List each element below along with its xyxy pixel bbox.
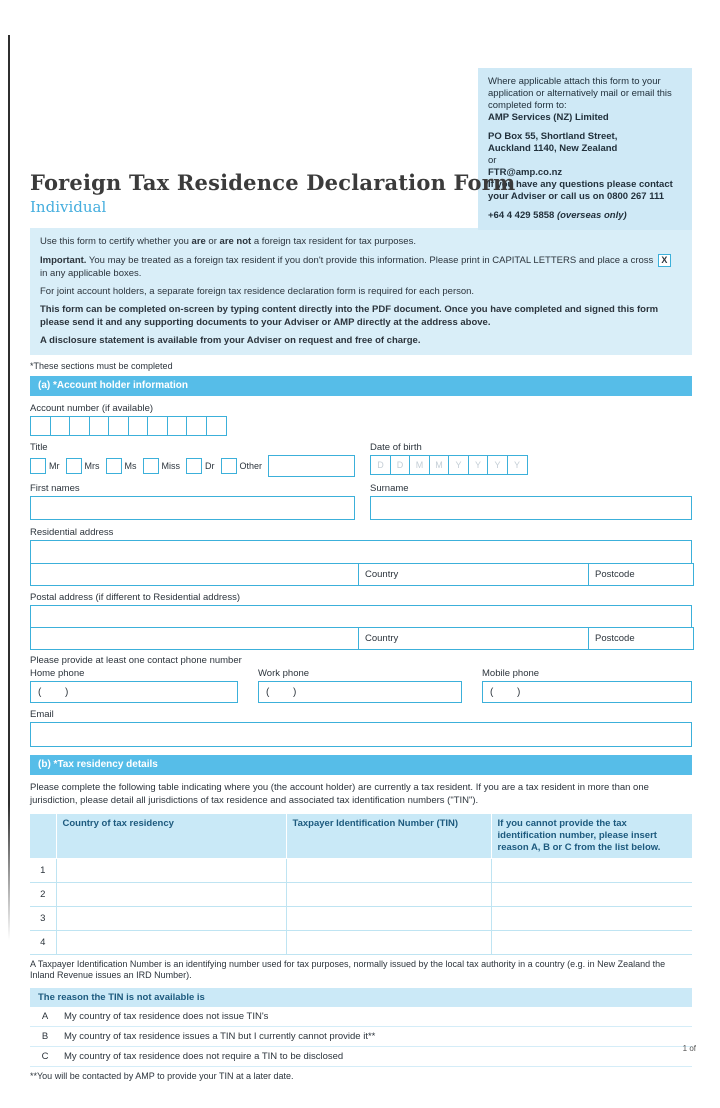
dob-box[interactable]: Y (448, 455, 469, 475)
tin-cell-input[interactable] (286, 858, 491, 882)
form-content (30, 0, 692, 1081)
country-cell-input[interactable] (56, 858, 286, 882)
instruction-disclosure: A disclosure statement is available from your Adviser on request and free of charge. (40, 335, 421, 347)
title-checkbox-mr[interactable] (30, 458, 46, 474)
surname-group (370, 483, 692, 520)
first-names-input[interactable] (30, 496, 355, 520)
tin-cell-input[interactable] (286, 930, 491, 954)
dob-box[interactable]: Y (507, 455, 528, 475)
area-code-parentheses: ( ) (266, 686, 298, 698)
title-checkbox-ms[interactable] (106, 458, 122, 474)
country-label: Country (365, 568, 399, 580)
dob-group (370, 442, 692, 477)
postal-address-line2-row (30, 627, 692, 650)
contact-intro: Where applicable attach this form to your application or alternatively mail or email this completed form to: (488, 76, 672, 112)
account-number-box[interactable] (206, 416, 227, 436)
surname-label: Surname (370, 483, 409, 495)
row-number: 3 (30, 906, 56, 930)
first-names-group (30, 483, 355, 520)
account-number-box[interactable] (89, 416, 110, 436)
reason-code: A (41, 1011, 49, 1023)
postal-address-line2-input[interactable] (30, 627, 360, 650)
text-fragment: or (205, 236, 220, 247)
residential-address-line1-input[interactable] (30, 540, 692, 564)
title-checkbox-mrs[interactable] (66, 458, 82, 474)
dob-box[interactable]: Y (468, 455, 489, 475)
account-number-box[interactable] (147, 416, 168, 436)
surname-input[interactable] (370, 496, 692, 520)
page-subtitle: Individual (30, 198, 107, 216)
reason-cell-input[interactable] (491, 858, 692, 882)
reason-cell-input[interactable] (491, 882, 692, 906)
reason-code: B (41, 1031, 49, 1043)
postal-address-block (30, 605, 692, 651)
table-header-row (30, 814, 692, 859)
cross-example-box (658, 254, 671, 267)
account-number-box[interactable] (30, 416, 51, 436)
title-other-input[interactable] (268, 455, 355, 477)
home-phone-input[interactable] (30, 681, 238, 703)
home-phone-label: Home phone (30, 668, 85, 680)
section-b-header (30, 755, 692, 775)
email-label: Email (30, 709, 54, 721)
reason-text: My country of tax residence does not require a TIN to be disclosed (64, 1051, 344, 1063)
overseas-number: +64 4 429 5858 (488, 209, 557, 221)
contact-address-line2: Auckland 1140, New Zealand (488, 142, 618, 154)
tin-contact-footnote: **You will be contacted by AMP to provide your TIN at a later date. (30, 1071, 294, 1082)
contact-questions: If you have any questions please contact your Adviser or call us on 0800 267 111 (488, 179, 673, 203)
work-phone-group (258, 666, 462, 703)
title-option-label: Ms (124, 461, 137, 472)
dob-box[interactable]: D (390, 455, 411, 475)
tax-residency-intro: Please complete the following table indicating where you (the account holder) are currently a tax resident. If you are a tax resident in more than one jurisdiction, please detail all jurisdictions of tax residence and associated tax identification numbers ("TIN"). (30, 782, 649, 806)
instruction-onscreen: This form can be completed on-screen by typing content directly into the PDF document. Once you have completed and signed this form please send it and any supporting documents to your Adviser or AMP directly at the address above. (40, 304, 659, 328)
page-number: 1 of (682, 1044, 696, 1053)
residential-postcode-input[interactable] (588, 563, 694, 586)
country-cell-input[interactable] (56, 906, 286, 930)
postcode-label: Postcode (595, 568, 635, 580)
area-code-parentheses: ( ) (490, 686, 522, 698)
text-fragment: in any applicable boxes. (40, 267, 142, 279)
section-a-heading: (a) *Account holder information (38, 380, 188, 392)
overseas-note: (overseas only) (556, 209, 627, 221)
dob-box[interactable]: D (370, 455, 391, 475)
residential-country-input[interactable] (358, 563, 590, 586)
title-option-label: Miss (161, 461, 180, 472)
residential-address-line2-row (30, 563, 692, 586)
postcode-label: Postcode (595, 633, 635, 645)
contact-or: or (488, 154, 497, 166)
country-label: Country (365, 633, 399, 645)
residential-address-line2-input[interactable] (30, 563, 360, 586)
account-number-box[interactable] (128, 416, 149, 436)
title-checkbox-miss[interactable] (143, 458, 159, 474)
title-label: Title (30, 442, 48, 454)
contact-overseas-phone (488, 210, 682, 222)
title-options (30, 455, 355, 477)
reason-code: C (41, 1051, 49, 1063)
tax-residency-table (30, 813, 692, 955)
work-phone-input[interactable] (258, 681, 462, 703)
account-number-box[interactable] (69, 416, 90, 436)
instruction-joint-holders: For joint account holders, a separate foreign tax residence declaration form is required for each person. (40, 286, 475, 298)
contact-address-line1: PO Box 55, Shortland Street, (488, 130, 618, 142)
list-item (30, 1027, 692, 1047)
country-column-header: Country of tax residency (56, 814, 286, 859)
account-number-box[interactable] (50, 416, 71, 436)
scan-artifact-line (8, 35, 10, 940)
tin-cell-input[interactable] (286, 882, 491, 906)
postal-country-input[interactable] (358, 627, 590, 650)
required-sections-note: *These sections must be completed (30, 361, 173, 372)
text-fragment: Use this form to certify whether you (40, 236, 192, 247)
title-option-label: Mr (49, 461, 60, 472)
email-input[interactable] (30, 722, 692, 747)
work-phone-label: Work phone (258, 668, 310, 680)
account-number-label: Account number (if available) (30, 403, 154, 415)
area-code-parentheses: ( ) (38, 686, 70, 698)
contact-email: FTR@amp.co.nz (488, 167, 563, 179)
home-phone-group (30, 666, 238, 703)
account-number-box[interactable] (108, 416, 129, 436)
list-item (30, 1047, 692, 1067)
dob-label: Date of birth (370, 442, 422, 454)
title-option-label: Other (239, 461, 263, 472)
title-checkbox-dr[interactable] (186, 458, 202, 474)
postal-address-line1-input[interactable] (30, 605, 692, 629)
row-number: 2 (30, 882, 56, 906)
postal-postcode-input[interactable] (588, 627, 694, 650)
tin-reasons-heading: The reason the TIN is not available is (30, 988, 692, 1007)
instruction-certify (40, 236, 682, 248)
page-title: Foreign Tax Residence Declaration Form (30, 170, 516, 195)
table-row (30, 930, 692, 954)
residential-address-block (30, 540, 692, 586)
row-number: 1 (30, 858, 56, 882)
mobile-phone-input[interactable] (482, 681, 692, 703)
header-area (30, 0, 692, 228)
mobile-phone-group (482, 666, 692, 703)
reason-text: My country of tax residence does not issue TIN's (64, 1011, 269, 1023)
section-b-heading: (b) *Tax residency details (38, 759, 158, 771)
reason-cell-input[interactable] (491, 930, 692, 954)
first-names-label: First names (30, 483, 80, 495)
instructions-box (30, 228, 692, 355)
tin-reasons-list (30, 988, 692, 1067)
tin-column-header: Taxpayer Identification Number (TIN) (286, 814, 491, 859)
title-checkbox-other[interactable] (221, 458, 237, 474)
dob-box[interactable]: M (409, 455, 430, 475)
list-item (30, 1007, 692, 1027)
row-number-header (30, 814, 56, 859)
important-label: Important. (40, 255, 87, 267)
text-fragment: You may be treated as a foreign tax resident if you don't provide this information. Please print in CAPITAL LETTERS and place a cross (86, 255, 656, 267)
contact-info-box (478, 68, 692, 230)
title-group (30, 442, 355, 477)
names-row (30, 483, 692, 520)
dob-box[interactable]: M (429, 455, 450, 475)
table-row (30, 882, 692, 906)
country-cell-input[interactable] (56, 882, 286, 906)
table-row (30, 858, 692, 882)
title-dob-row (30, 442, 692, 477)
country-cell-input[interactable] (56, 930, 286, 954)
row-number: 4 (30, 930, 56, 954)
residential-address-label: Residential address (30, 527, 114, 539)
phone-fields-row (30, 666, 692, 703)
reason-cell-input[interactable] (491, 906, 692, 930)
account-number-box[interactable] (186, 416, 207, 436)
contact-company: AMP Services (NZ) Limited (488, 112, 609, 124)
title-option-label: Mrs (84, 461, 100, 472)
instruction-important (40, 254, 682, 280)
title-option-label: Dr (205, 461, 215, 472)
tin-definition-note: A Taxpayer Identification Number is an identifying number used for tax purposes, normally issued by the local tax authority in a country (e.g. in New Zealand the Inland Revenue issues an IRD Number). (30, 958, 666, 981)
tin-cell-input[interactable] (286, 906, 491, 930)
account-number-box[interactable] (167, 416, 188, 436)
text-fragment: a foreign tax resident for tax purposes. (251, 236, 416, 247)
phone-note: Please provide at least one contact phone number (30, 655, 242, 667)
postal-address-label: Postal address (if different to Residential address) (30, 591, 240, 603)
reason-text: My country of tax residence issues a TIN but I currently cannot provide it** (64, 1031, 376, 1043)
mobile-phone-label: Mobile phone (482, 668, 540, 680)
are-emphasis: are (191, 236, 206, 247)
section-a-header (30, 376, 692, 396)
table-row (30, 906, 692, 930)
account-number-boxes (30, 416, 692, 436)
are-not-emphasis: are not (219, 236, 252, 247)
dob-boxes (370, 455, 692, 475)
dob-box[interactable]: Y (487, 455, 508, 475)
cross-mark: X (661, 255, 668, 265)
reason-column-header: If you cannot provide the tax identification number, please insert reason A, B or C from the list below. (491, 814, 692, 859)
